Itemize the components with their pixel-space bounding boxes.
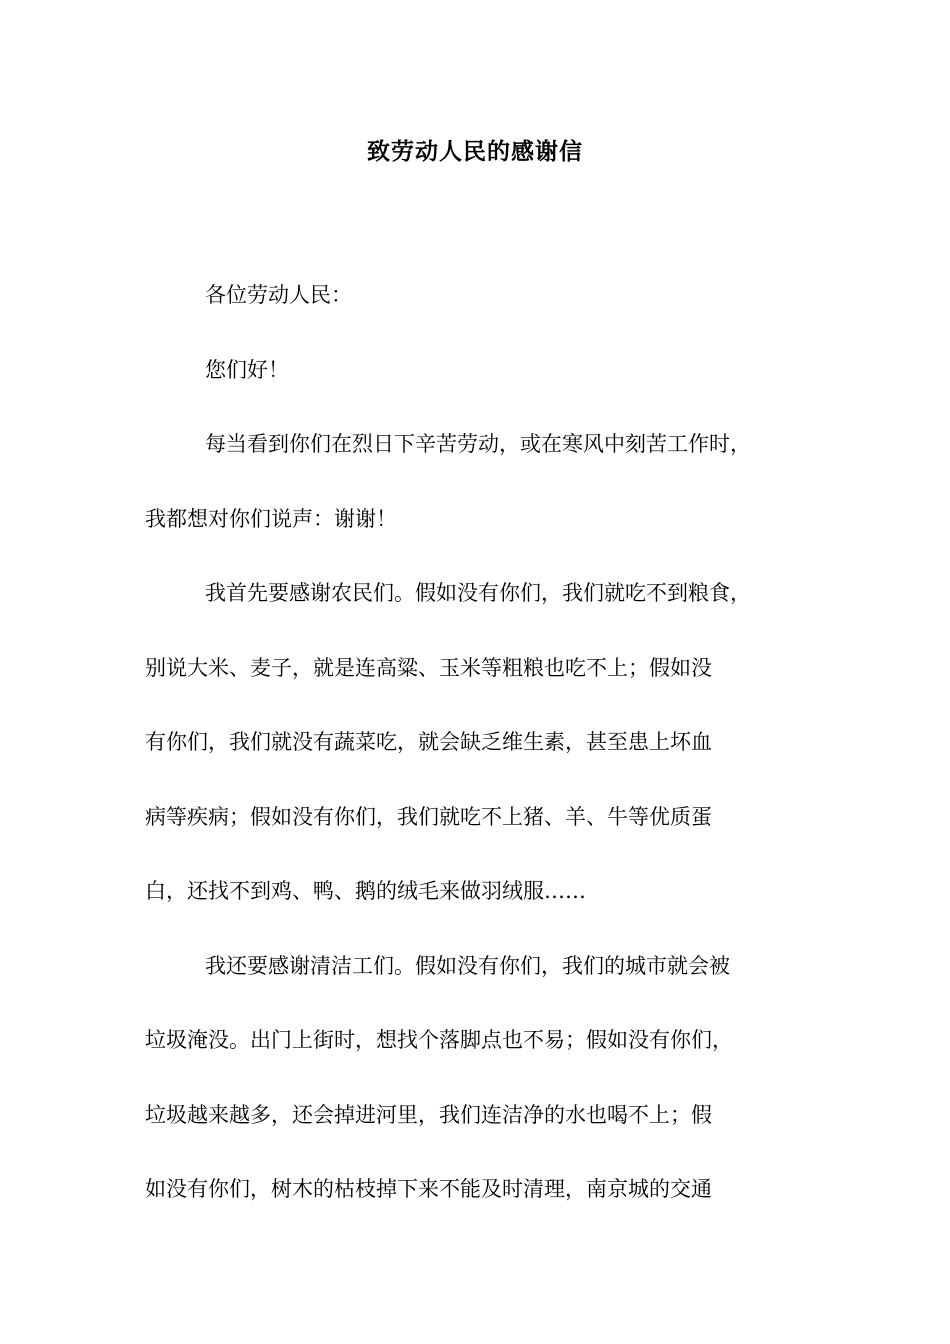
paragraph-line: 如没有你们，树木的枯枝掉下来不能及时清理，南京城的交通	[145, 1177, 712, 1201]
paragraph-1	[145, 407, 825, 556]
paragraph-line: 垃圾淹没。出门上街时，想找个落脚点也不易；假如没有你们，	[145, 1028, 733, 1052]
paragraph-line: 别说大米、麦子，就是连高粱、玉米等粗粮也吃不上；假如没	[145, 655, 712, 680]
paragraph-line: 病等疾病；假如没有你们，我们就吃不上猪、羊、牛等优质蛋	[145, 804, 712, 829]
paragraph-line: 我还要感谢清洁工们。假如没有你们，我们的城市就会被	[205, 953, 730, 978]
paragraph-line: 每当看到你们在烈日下辛苦劳动，或在寒风中刻苦工作时，	[205, 432, 751, 456]
letter-title: 致劳动人民的感谢信	[367, 138, 583, 165]
paragraph-line: 我首先要感谢农民们。假如没有你们，我们就吃不到粮食，	[205, 581, 751, 605]
salutation: 各位劳动人民：	[205, 283, 352, 307]
paragraph-2	[145, 556, 825, 929]
paragraph-line: 有你们，我们就没有蔬菜吃，就会缺乏维生素，甚至患上坏血	[145, 730, 712, 754]
paragraph-line: 我都想对你们说声：谢谢！	[145, 506, 397, 531]
greeting: 您们好！	[205, 357, 289, 382]
paragraph-3	[145, 929, 825, 1227]
letter-body	[145, 258, 825, 1227]
paragraph-line: 垃圾越来越多，还会掉进河里，我们连洁净的水也喝不上；假	[145, 1102, 712, 1127]
paragraph-line: 白，还找不到鸡、鸭、鹅的绒毛来做羽绒服……	[145, 879, 586, 903]
